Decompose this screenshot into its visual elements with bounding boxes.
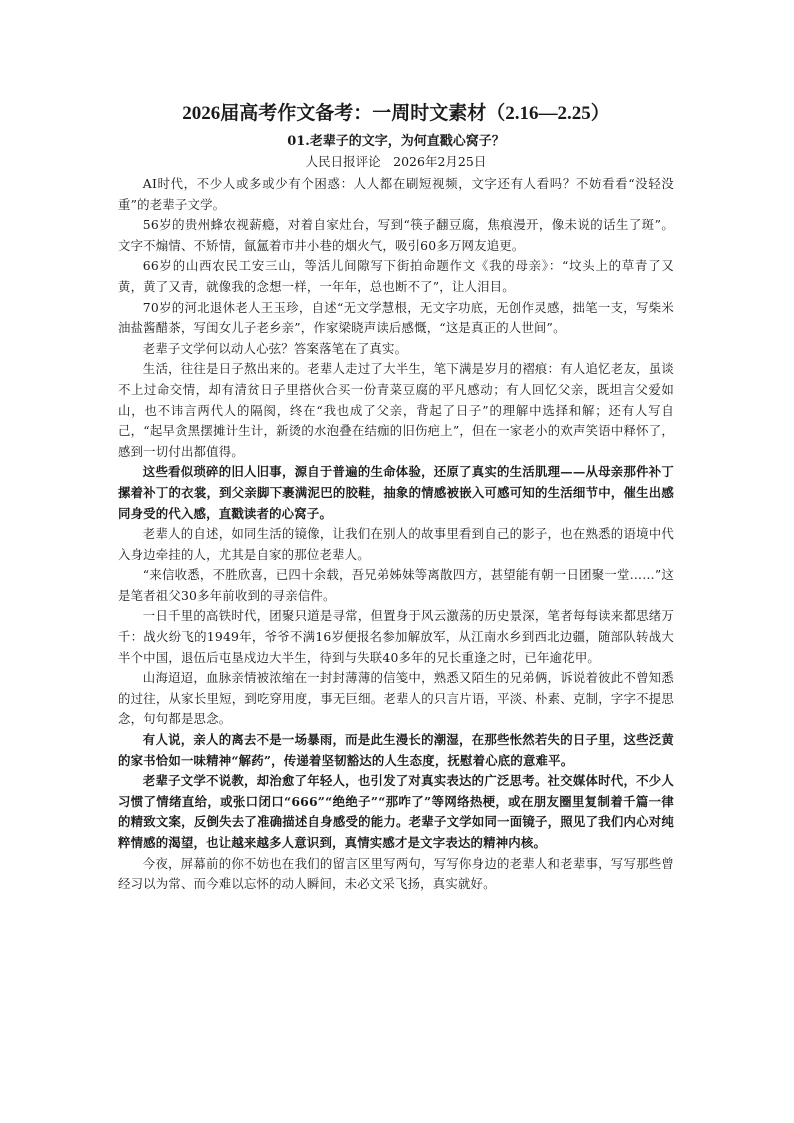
article-paragraph: 老辈人的自述，如同生活的镜像，让我们在别人的故事里看到自己的影子，也在熟悉的语境中代入身边牵挂的人，尤其是自家的那位老辈人。 <box>118 526 674 562</box>
article-heading: 01.老辈子的文字，为何直戳心窝子？ <box>287 134 505 149</box>
article-paragraph: 56岁的贵州蜂农视薪瘾，对着自家灶台，写到“筷子翻豆腐，焦痕漫开，像未说的话生了斑”。文字不煽情、不矫情，氤氲着市井小巷的烟火气，吸引60多万网友追更。 <box>118 217 674 253</box>
article-paragraph: 这些看似琐碎的旧人旧事，源自于普遍的生命体验，还原了真实的生活肌理——从母亲那件补丁摞着补丁的衣裳，到父亲脚下裹满泥巴的胶鞋，抽象的情感被嵌入可感可知的生活细节中，催生出感同身受的代入感，直戳读者的心窝子。 <box>118 464 674 521</box>
article-paragraph: AI时代，不少人或多或少有个困惑：人人都在刷短视频，文字还有人看吗？不妨看看“没轻没重”的老辈子文学。 <box>118 176 674 212</box>
document-page <box>118 100 674 895</box>
article-paragraph: “来信收悉，不胜欣喜，已四十余载，吾兄弟姊妹等离散四方，甚望能有朝一日团聚一堂……”这是笔者祖父30多年前收到的寻亲信件。 <box>118 567 674 603</box>
article-paragraph: 66岁的山西农民工安三山，等活儿间隙写下街拍命题作文《我的母亲》：“坟头上的草青了又黄，黄了又青，就像我的念想一样，一年年，总也断不了”，让人泪目。 <box>118 258 674 294</box>
article-paragraph: 生活，往往是日子熬出来的。老辈人走过了大半生，笔下满是岁月的褶痕：有人追忆老友，虽谈不上过命交情，却有清贫日子里搭伙合买一份青菜豆腐的平凡感动；有人回忆父亲，既坦言父爱如山，也不讳言两代人的隔阂，终在“我也成了父亲，背起了日子”的理解中选择和解；还有人写自己，“起早贪黑摆摊计生计，新烫的水泡叠在结痂的旧伤疤上”，但在一家老小的欢声笑语中释怀了，感到一切付出都值得。 <box>118 361 674 459</box>
article-source: 人民日报评论 2026年2月25日 <box>305 154 487 169</box>
article-paragraph: 70岁的河北退休老人王玉珍，自述“无文学慧根，无文字功底，无创作灵感，拙笔一支，写柴米油盐酱醋茶，写闺女儿子老乡亲”，作家梁晓声读后感慨，“这是真正的人世间”。 <box>118 299 674 336</box>
article-paragraph: 山海迢迢，血脉亲情被浓缩在一封封薄薄的信笺中，熟悉又陌生的兄弟俩，诉说着彼此不曾知悉的过往，从家长里短，到吃穿用度，事无巨细。老辈人的只言片语，平淡、朴素、克制，字字不提思念，句句都是思念。 <box>118 670 674 727</box>
article-paragraph: 一日千里的高铁时代，团聚只道是寻常，但置身于风云激荡的历史景深，笔者每每读来都思绪万千：战火纷飞的1949年，爷爷不满16岁便报名参加解放军，从江南水乡到西北边疆，随部队转战大半个中国，退伍后屯垦戍边大半生，待到与失联40多年的兄长重逢之时，已年逾花甲。 <box>118 608 674 665</box>
article-body <box>118 174 674 895</box>
article-paragraph: 老辈子文学不说教，却治愈了年轻人，也引发了对真实表达的广泛思考。社交媒体时代，不少人习惯了情绪直给，或张口闭口“666”“绝绝子”“那咋了”等网络热梗，或在朋友圈里复制着千篇一律的精致文案，反倒失去了准确描述自身感受的能力。老辈子文学如同一面镜子，照见了我们内心对纯粹情感的渴望，也让越来越多人意识到，真情实感才是文字表达的精神内核。 <box>118 773 674 850</box>
article-paragraph: 有人说，亲人的离去不是一场暴雨，而是此生漫长的潮湿，在那些怅然若失的日子里，这些泛黄的家书恰如一味精神“解药”，传递着坚韧豁达的人生态度，抚慰着心底的意难平。 <box>118 732 674 768</box>
article-paragraph: 老辈子文学何以动人心弦？答案落笔在了真实。 <box>142 340 408 356</box>
page-title: 2026届高考作文备考：一周时文素材（2.16—2.25） <box>182 103 610 124</box>
article-paragraph: 今夜，屏幕前的你不妨也在我们的留言区里写两句，写写你身边的老辈人和老辈事，写写那些曾经习以为常、而今难以忘怀的动人瞬间，未必文采飞扬，真实就好。 <box>118 855 674 892</box>
